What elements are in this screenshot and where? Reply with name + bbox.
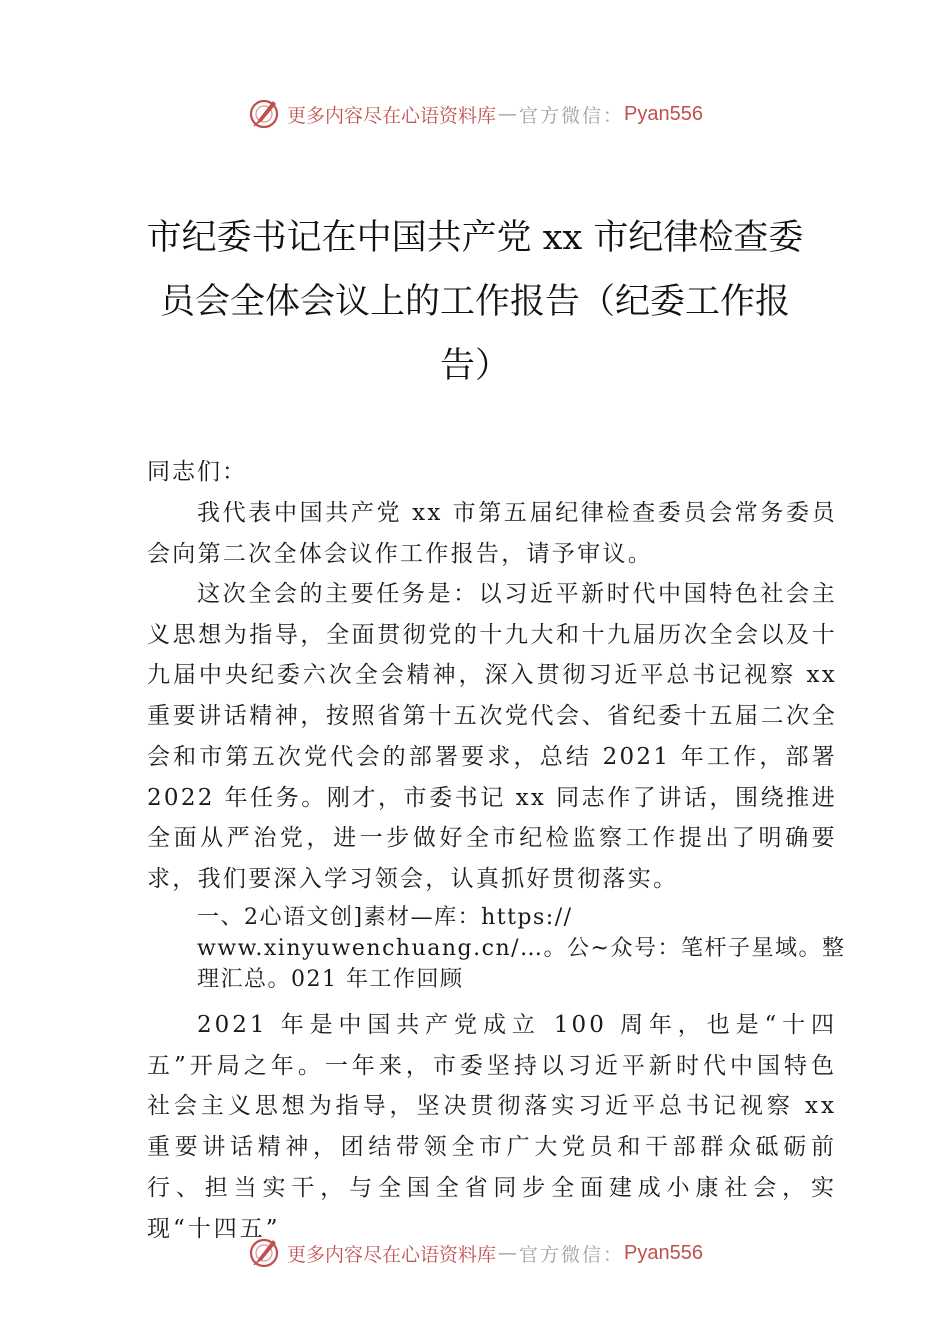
site-name: 更多内容尽在心语资料库 xyxy=(287,104,497,127)
footer-banner xyxy=(0,1231,950,1275)
document-title: 市纪委书记在中国共产党 xx 市纪律检查委员会全体会议上的工作报告（纪委工作报告） xyxy=(146,218,804,386)
wechat-id: Pyan556 xyxy=(624,1241,703,1264)
header-banner xyxy=(0,92,950,136)
wechat-label: 官方微信： xyxy=(519,104,625,127)
section-heading-line: www.xinyuwenchuang.cn/…。公~众号：笔杆子星域。整 xyxy=(197,936,846,961)
site-name: 更多内容尽在心语资料库 xyxy=(287,1243,497,1266)
banner-separator: — xyxy=(498,1242,518,1264)
paragraph-intro: 我代表中国共产党 xx 市第五届纪律检查委员会常务委员会向第二次全体会议作工作报告，请予审议。 xyxy=(147,500,837,567)
quill-circle-icon xyxy=(247,1236,281,1270)
wechat-label: 官方微信： xyxy=(519,1243,625,1266)
greeting: 同志们： xyxy=(147,459,247,485)
section-heading xyxy=(197,902,846,995)
paragraph-tasks: 这次全会的主要任务是：以习近平新时代中国特色社会主义思想为指导，全面贯彻党的十九大和十九届历次全会以及十九届中央纪委六次全会精神，深入贯彻习近平总书记视察 xx 重要讲话精神，按照省第十五次党代会、省纪委十五届二次全会和市第五次党代会的部署要求，总结 2021 年工作，部署 2022 年任务。刚才，市委书记 xx 同志作了讲话，围绕推进全面从严治党，进一步做好全市纪检监察工作提出了明确要求，我们要深入学习领会，认真抓好贯彻落实。 xyxy=(147,581,837,892)
section-heading-line: 理汇总。021 年工作回顾 xyxy=(197,967,464,992)
paragraph-review: 2021 年是中国共产党成立 100 周年，也是“十四五”开局之年。一年来，市委坚持以习近平新时代中国特色社会主义思想为指导，坚决贯彻落实习近平总书记视察 xx 重要讲话精神，团结带领全市广大党员和干部群众砥砺前行、担当实干，与全国全省同步全面建成小康社会，实现“十四五” xyxy=(147,1012,837,1242)
banner-separator: — xyxy=(498,103,518,125)
section-heading-line: 一、2心语文创]素材—库：https:// xyxy=(197,905,573,930)
quill-circle-icon xyxy=(247,97,281,131)
wechat-id: Pyan556 xyxy=(624,102,703,125)
